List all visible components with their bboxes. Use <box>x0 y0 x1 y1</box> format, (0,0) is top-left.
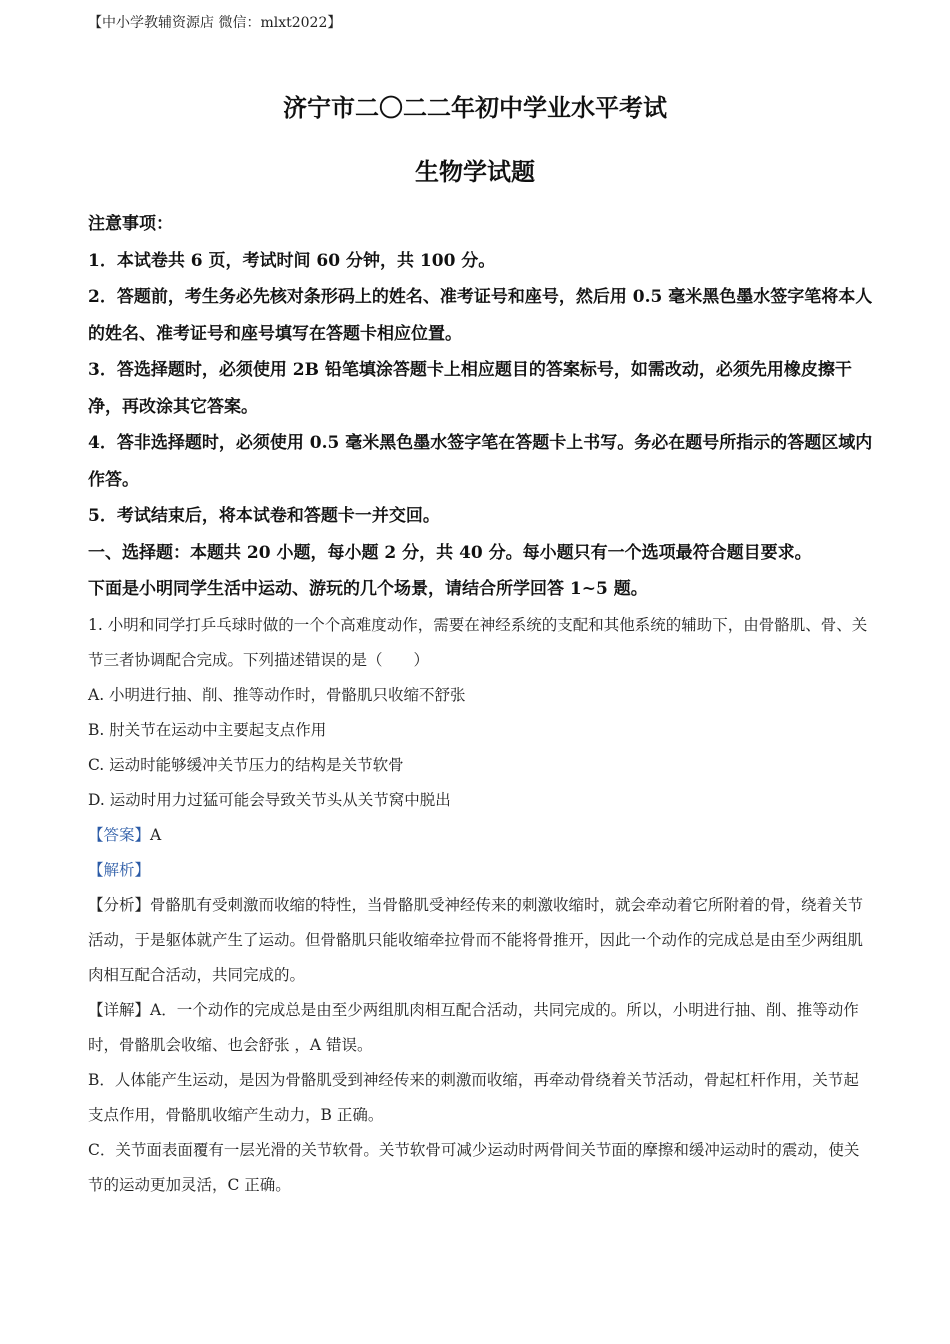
detail-a-text: A．一个动作的完成总是由至少两组肌肉相互配合活动，共同完成的。所以，小明进行抽、削、推等动作时，骨骼肌会收缩、也会舒张 ，A 错误。 <box>88 1000 859 1054</box>
answer-value: A <box>150 825 162 844</box>
document-body <box>88 206 874 1203</box>
notice-item: 2．答题前，考生务必先核对条形码上的姓名、准考证号和座号，然后用 0.5 毫米黑色墨水签字笔将本人的姓名、准考证号和座号填写在答题卡相应位置。 <box>88 287 873 344</box>
question-stem: 1. 小明和同学打乒乓球时做的一个个高难度动作，需要在神经系统的支配和其他系统的辅助下，由骨骼肌、骨、关节三者协调配合完成。下列描述错误的是（ ） <box>88 615 868 669</box>
notice-item: 5．考试结束后，将本试卷和答题卡一并交回。 <box>88 506 440 526</box>
header-note: 【中小学教辅资源店 微信：mlxt2022】 <box>88 15 342 31</box>
answer-line <box>88 818 874 853</box>
answer-label: 【答案】 <box>88 825 151 844</box>
section-heading: 一、选择题：本题共 20 小题，每小题 2 分，共 40 分。每小题只有一个选项最符合题目要求。 <box>88 542 812 563</box>
fenxi-label: 【分析】 <box>88 895 151 914</box>
detail-b-paragraph: B．人体能产生运动，是因为骨骼肌受到神经传来的刺激而收缩，再牵动骨绕着关节活动，骨起杠杆作用，关节起支点作用，骨骼肌收缩产生动力，B 正确。 <box>88 1070 859 1124</box>
option-a: A. 小明进行抽、削、推等动作时，骨骼肌只收缩不舒张 <box>88 685 466 704</box>
detail-c-paragraph: C．关节面表面覆有一层光滑的关节软骨。关节软骨可减少运动时两骨间关节面的摩擦和缓冲运动时的震动，使关节的运动更加灵活，C 正确。 <box>88 1140 860 1194</box>
option-d: D. 运动时用力过猛可能会导致关节头从关节窝中脱出 <box>88 790 451 809</box>
detail-label: 【详解】 <box>88 1000 151 1019</box>
option-c: C. 运动时能够缓冲关节压力的结构是关节软骨 <box>88 755 404 774</box>
notice-item: 3．答选择题时，必须使用 2B 铅笔填涂答题卡上相应题目的答案标号，如需改动，必须先用橡皮擦干净，再改涂其它答案。 <box>88 360 852 417</box>
fenxi-paragraph <box>88 888 874 993</box>
detail-a-paragraph <box>88 993 874 1063</box>
notice-heading: 注意事项： <box>88 214 173 234</box>
notice-item: 1．本试卷共 6 页，考试时间 60 分钟，共 100 分。 <box>88 250 496 271</box>
page-title: 济宁市二〇二二年初中学业水平考试 <box>283 93 667 122</box>
section-intro: 下面是小明同学生活中运动、游玩的几个场景，请结合所学回答 1~5 题。 <box>88 579 648 599</box>
analysis-label: 【解析】 <box>88 860 151 879</box>
page-subtitle: 生物学试题 <box>415 157 535 186</box>
fenxi-text: 骨骼肌有受刺激而收缩的特性，当骨骼肌受神经传来的刺激收缩时，就会牵动着它所附着的骨，绕着关节活动，于是躯体就产生了运动。但骨骼肌只能收缩牵拉骨而不能将骨推开，因此一个动作的完成总是由至少两组肌肉相互配合活动，共同完成的。 <box>88 895 864 984</box>
option-b: B. 肘关节在运动中主要起支点作用 <box>88 720 327 739</box>
notice-item: 4．答非选择题时，必须使用 0.5 毫米黑色墨水签字笔在答题卡上书写。务必在题号所指示的答题区域内作答。 <box>88 433 873 490</box>
